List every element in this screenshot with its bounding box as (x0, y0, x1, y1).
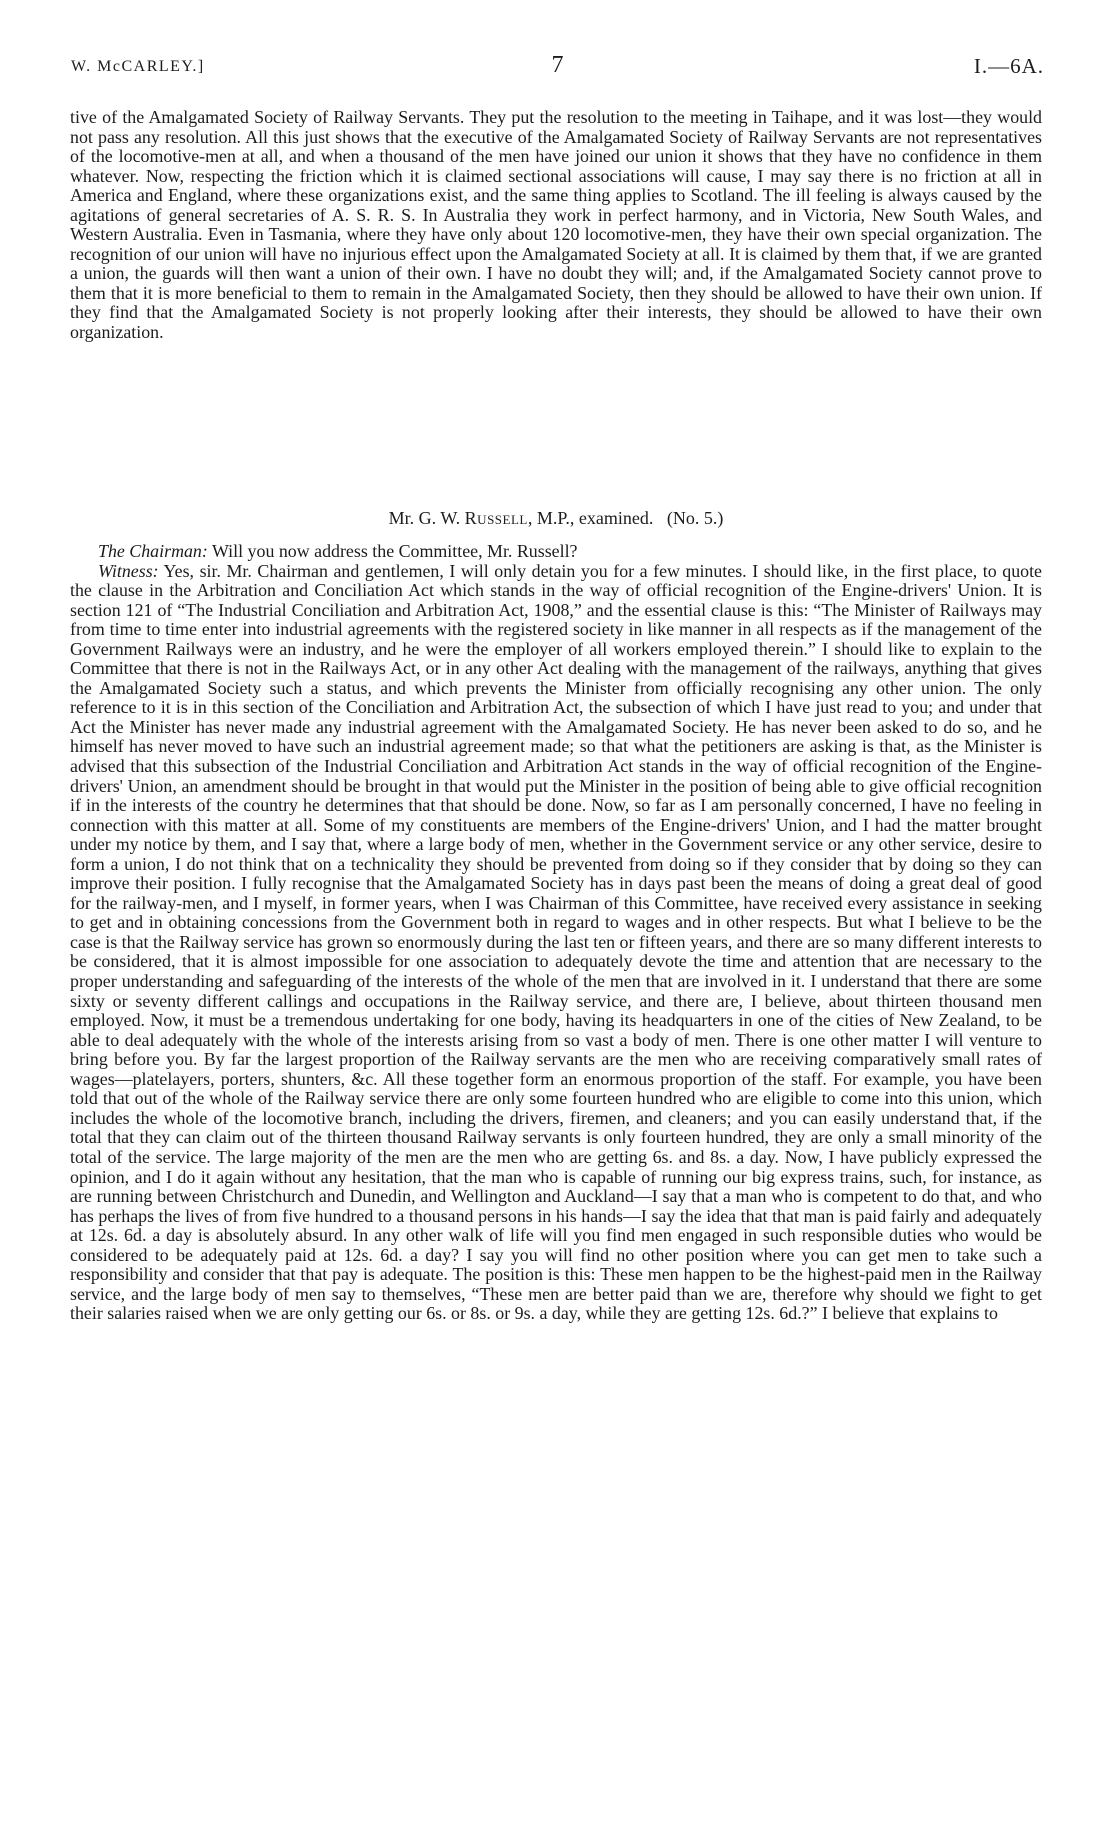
witness-number: (No. 5.) (666, 508, 724, 528)
speaker-label: The Chairman: (98, 541, 208, 561)
dialogue-paragraph (70, 542, 1042, 562)
witness-heading (70, 508, 1042, 529)
speaker-label: Witness: (98, 560, 159, 581)
continued-testimony (70, 108, 1042, 343)
witness-heading-prefix: Mr. G. W. (388, 508, 461, 528)
body-paragraph: tive of the Amalgamated Society of Railway Servants. They put the resolution to the meeting in Taihape, and it was lost—they would not pass any resolution. All this just shows that the executive of the Amalgamated Society of Railway Servants are not representatives of the locomotive-men at all, and when a thousand of the men have joined our union it shows that they have no confidence in them whatever. Now, respecting the friction which it is claimed sectional associations will cause, I may say there is no friction at all in America and England, where these organizations exist, and the same thing applies to Scotland. The ill feeling is always caused by the agitations of general secretaries of A. S. R. S. In Australia they work in perfect harmony, and in Victoria, New South Wales, and Western Australia. Even in Tasmania, where they have only about 120 locomotive-men, they have their own special organization. The recognition of our union will have no injurious effect upon the Amalgamated Society at all. It is claimed by them that, if we are granted a union, the guards will then want a union of their own. I have no doubt they will; and, if the Amalgamated Society cannot prove to them that it is more beneficial to them to remain in the Amalgamated Society, then they should be allowed to have their own union. If they find that the Amalgamated Society is not properly looking after their interests, they should be allowed to have their own organization. (70, 107, 1042, 343)
examination-text (70, 542, 1042, 1324)
dialogue-paragraph (70, 562, 1042, 1324)
dialogue-text: Yes, sir. Mr. Chairman and gentlemen, I will only detain you for a few minutes. I should like, in the first place, to quote the clause in the Arbitration and Conciliation Act which stands in the way of official recognition of the Engine-drivers' Union. It is section 121 of “The Industrial Conciliation and Arbitration Act, 1908,” and the essential clause is this: “The Minister of Railways may from time to time enter into industrial agreements with the registered society in like manner in all respects as if the management of the Government Railways were an industry, and he were the employer of all workers employed therein.” I should like to explain to the Committee that there is not in the Railways Act, or in any other Act dealing with the management of the railways, anything that gives the Amalgamated Society such a status, and which prevents the Minister from officially recognising any other union. The only reference to it is in this section of the Conciliation and Arbitration Act, the subsection of which I have just read to you; and under that Act the Minister has never made any industrial agreement with the Amalgamated Society. He has never been asked to do so, and he himself has never moved to have such an industrial agreement made; so that what the petitioners are asking is that, as the Minister is advised that this subsection of the Industrial Conciliation and Arbitration Act stands in the way of official recognition of the Engine-drivers' Union, an amendment should be brought in that would put the Minister in the position of being able to give official recognition if in the interests of the country he determines that that should be done. Now, so far as I am personally concerned, I have no feeling in connection with this matter at all. Some of my constituents are members of the Engine-drivers' Union, and I had the matter brought under my notice by them, and I say that, where a large body of men, whether in the Government service or any other service, desire to form a union, I do not think that on a technicality they should be prevented from doing so if they consider that by doing so they can improve their position. I fully recognise that the Amalgamated Society has in days past been the means of doing a great deal of good for the railway-men, and I myself, in former years, when I was Chairman of this Committee, have received every assistance in seeking to get and in obtaining concessions from the Government both in regard to wages and in other respects. But what I believe to be the case is that the Railway service has grown so enormously during the last ten or fifteen years, and there are so many different interests to be considered, that it is almost impossible for one association to adequately devote the time and attention that are necessary to the proper understanding and safeguarding of the interests of the whole of the men that are involved in it. I understand that there are some sixty or seventy different callings and occupations in the Railway service, and there are, I believe, about thirteen thousand men employed. Now, it must be a tremendous undertaking for one body, having its headquarters in one of the cities of New Zealand, to be able to deal adequately with the whole of the interests arising from so vast a body of men. There is one other matter I will venture to bring before you. By far the largest proportion of the Railway servants are the men who are receiving comparatively small rates of wages—platelayers, porters, shunters, &c. All these together form an enormous proportion of the staff. For example, you have been told that out of the whole of the Railway service there are only some fourteen hundred who are eligible to come into this union, which includes the whole of the locomotive branch, including the drivers, firemen, and cleaners; and you can easily understand that, if the total that they can claim out of the thirteen thousand Railway servants is only fourteen hundred, they are only a small minority of the total of the service. The large majority of the men are the men who are getting 6s. and 8s. a day. Now, I have publicly expressed the opinion, and I do it again without any hesitation, that the man who is capable of running our big express trains, such, for instance, as are running between Christchurch and Dunedin, and Wellington and Auckland—I say that a man who is competent to do that, and who has perhaps the lives of from five hundred to a thousand persons in his hands—I say the idea that that man is paid fairly and adequately at 12s. 6d. a day is absolutely absurd. In any other walk of life will you find men engaged in such responsible duties who would be considered to be adequately paid at 12s. 6d. a day? I say you will find no other position where you can get men to take such a responsibility and consider that that pay is adequate. The position is this: These men happen to be the highest-paid men in the Railway service, and the large body of men say to themselves, “These men are better paid than we are, therefore why should we fight to get their salaries raised when we are only getting our 6s. or 8s. or 9s. a day, while they are getting 12s. 6d.?” I believe that explains to (70, 560, 1043, 1324)
document-reference: I.—6A. (973, 54, 1044, 78)
dialogue-text: Will you now address the Committee, Mr. Russell? (212, 541, 578, 561)
header-witness-name: W. McCARLEY.] (71, 58, 205, 75)
witness-heading-suffix: , M.P., examined. (527, 508, 654, 528)
witness-surname: Russell (464, 508, 528, 528)
page-header (71, 52, 1044, 82)
page-number: 7 (551, 52, 564, 78)
